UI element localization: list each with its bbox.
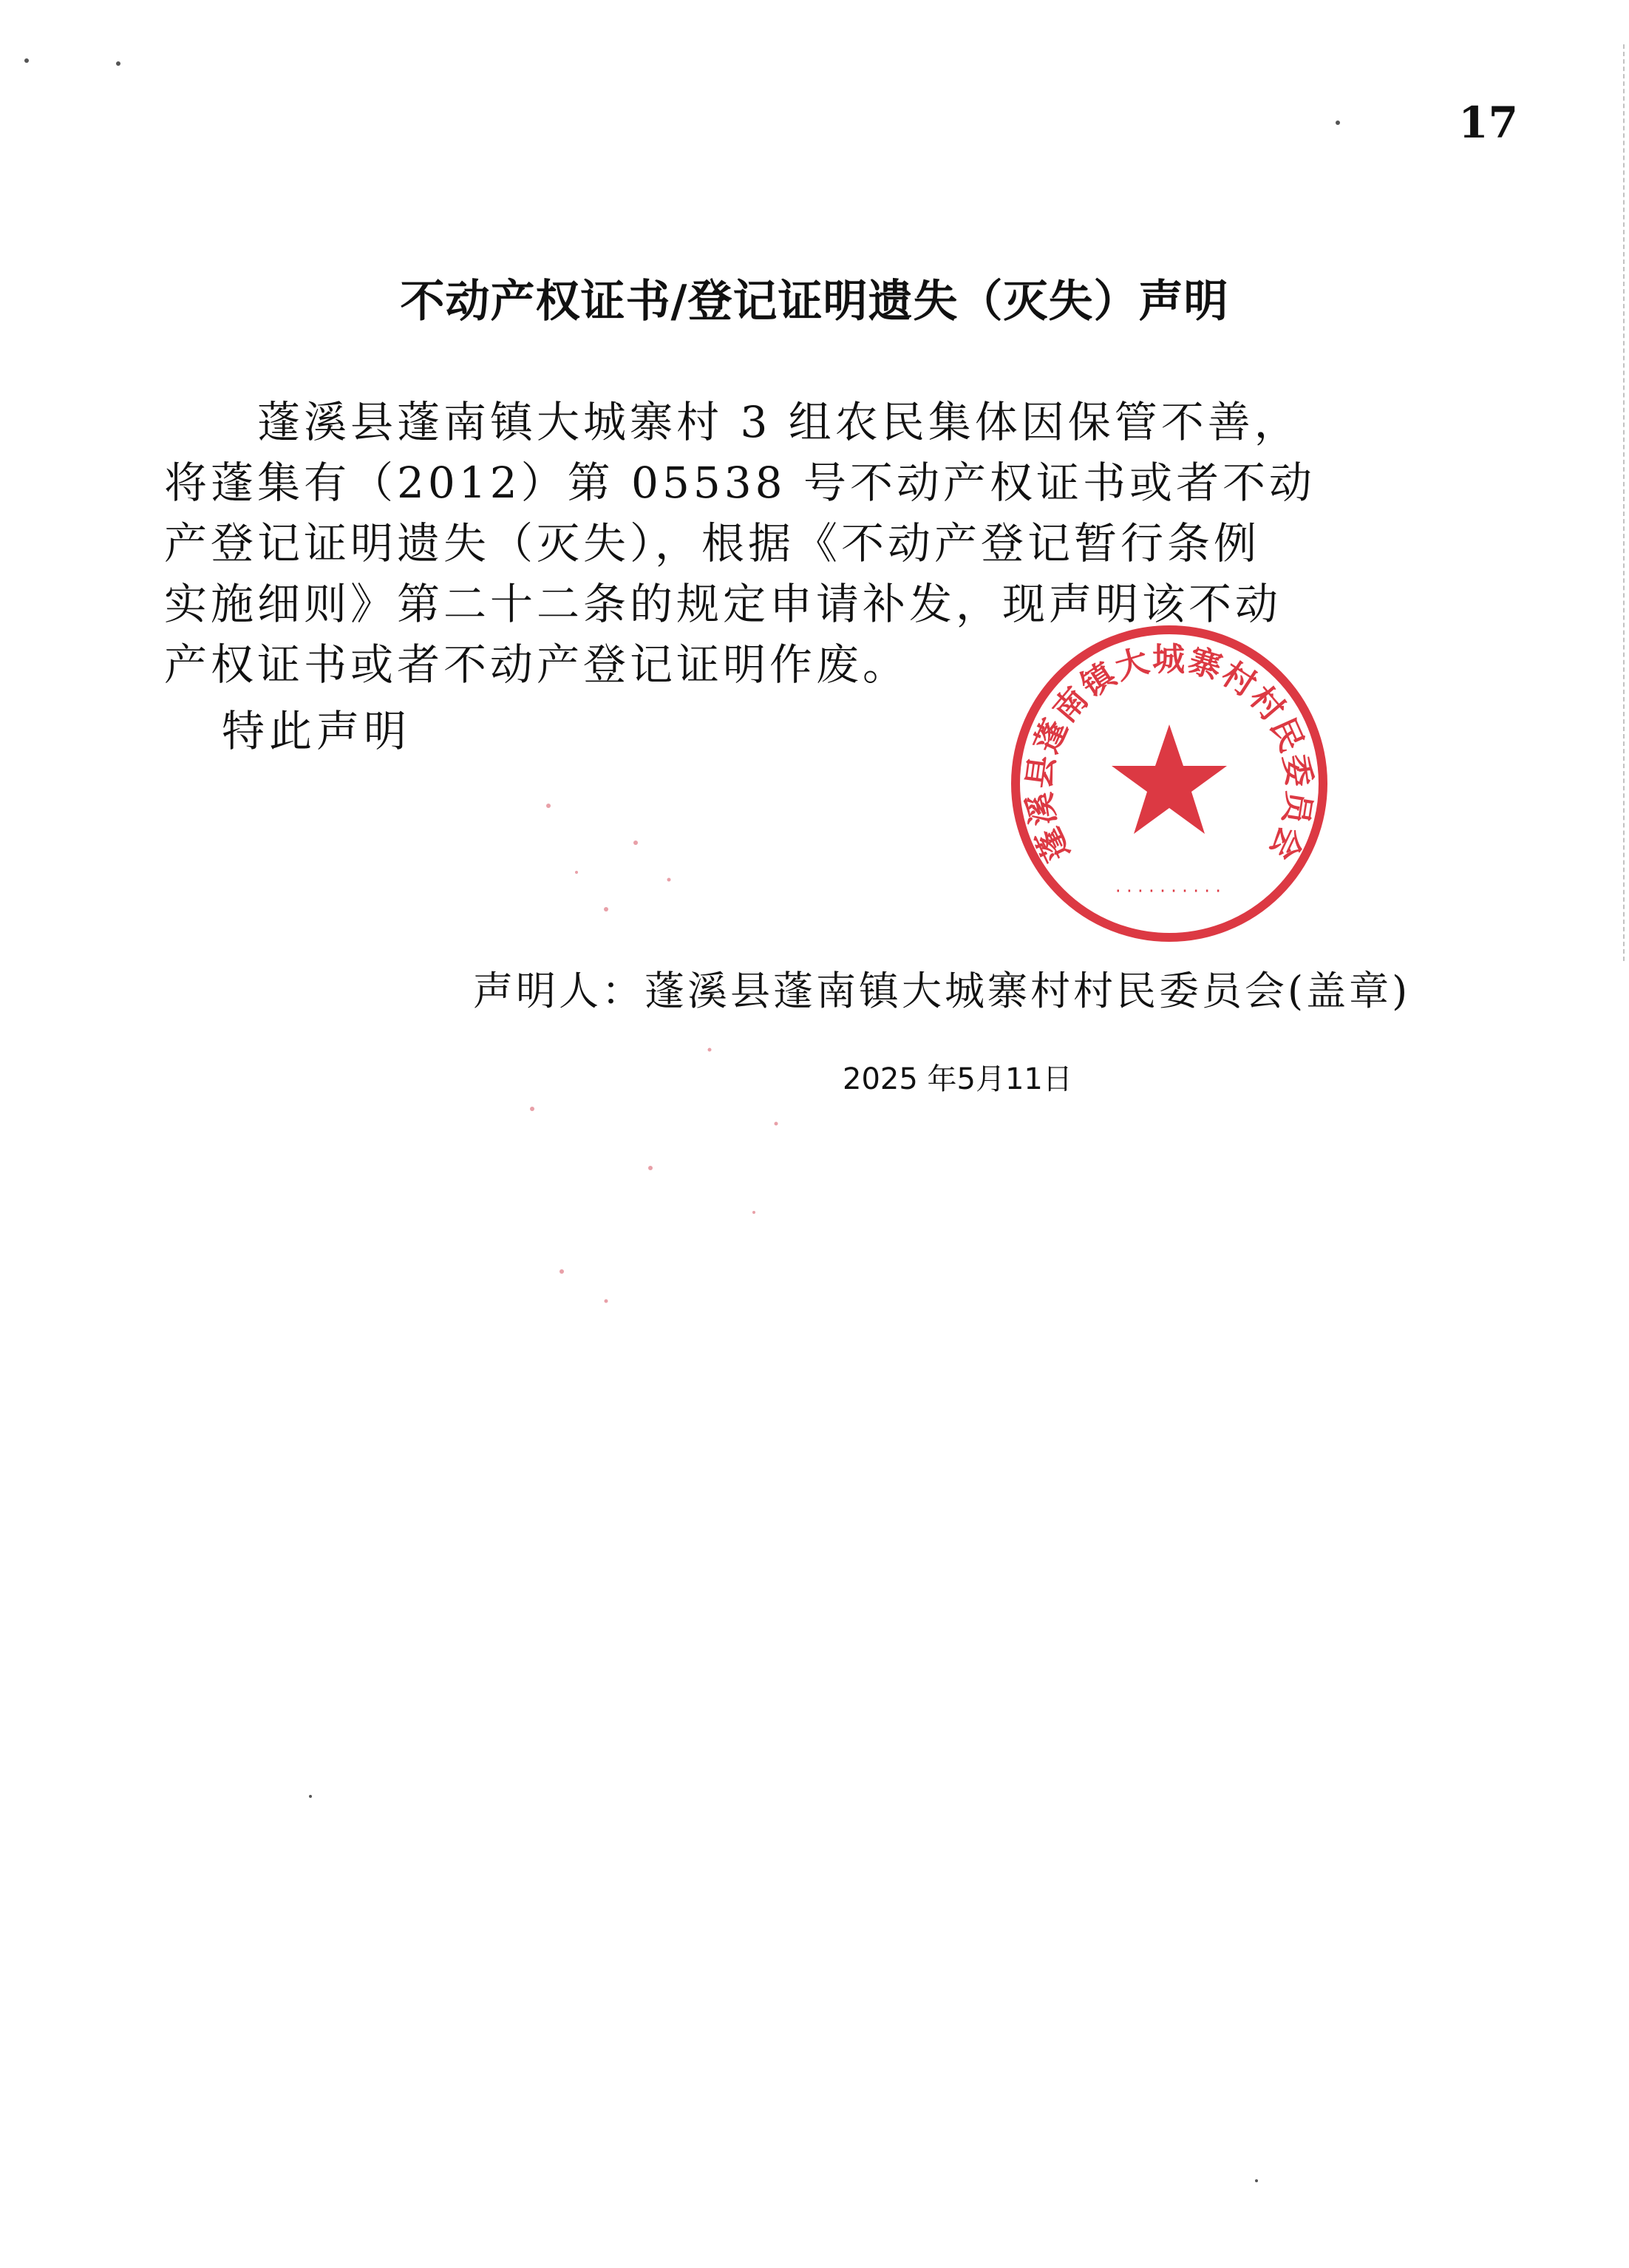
- body-line: 蓬溪县蓬南镇大城寨村 3 组农民集体因保管不善，: [164, 397, 1301, 447]
- declaration-date: 2025 年5月11日: [843, 1062, 1072, 1096]
- body-line: 产权证书或者不动产登记证明作废。: [164, 639, 910, 690]
- page-number: 17: [1458, 98, 1518, 148]
- official-seal: [1007, 621, 1332, 946]
- body-line: 将蓬集有（2012）第 05538 号不动产权证书或者不动: [164, 458, 1316, 508]
- scan-edge-line: [1621, 44, 1625, 961]
- declarant-line: 声明人：蓬溪县蓬南镇大城寨村村民委员会(盖章): [473, 968, 1411, 1014]
- document-title: 不动产权证书/登记证明遗失（灭失）声明: [400, 276, 1229, 327]
- body-line: 产登记证明遗失（灭失），根据《不动产登记暂行条例: [164, 518, 1261, 568]
- seal-text: 蓬溪县蓬南镇大城寨村村民委员会: [1020, 640, 1319, 867]
- body-line: 实施细则》第二十二条的规定申请补发，现声明该不动: [164, 579, 1282, 629]
- closing-statement: 特此声明: [222, 706, 412, 756]
- star-icon: [1112, 724, 1227, 834]
- svg-text:··········: ··········: [1113, 882, 1225, 900]
